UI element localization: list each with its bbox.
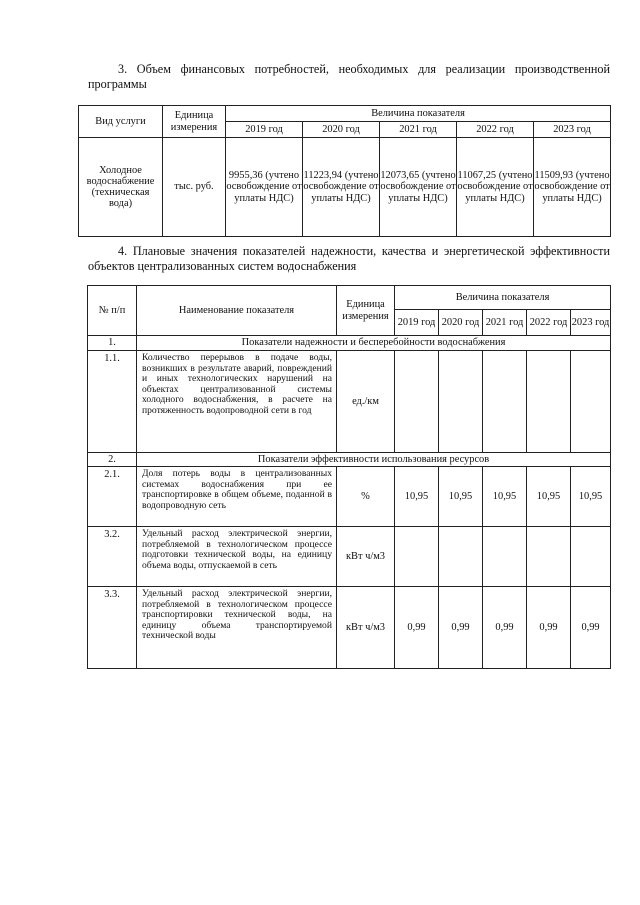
section4-heading: 4. Плановые значения показателей надежности, качества и энергетической эффективности объектов централизованных систем водоснабжения — [88, 244, 610, 273]
row-num: 3.2. — [88, 527, 137, 587]
value-cell — [483, 351, 527, 453]
year-header: 2023 год — [571, 310, 611, 336]
col-unit-header: Единица измерения — [163, 106, 226, 138]
service-cell: Холодное водоснабжение (техническая вода) — [79, 138, 163, 237]
value-cell: 0,99 — [439, 587, 483, 669]
value-cell: 12073,65 (учтено освобождение от уплаты НДС) — [380, 138, 457, 237]
value-cell — [527, 527, 571, 587]
section3-heading: 3. Объем финансовых потребностей, необходимых для реализации производственной программы — [88, 62, 610, 91]
group-num: 2. — [88, 453, 137, 467]
value-cell: 0,99 — [571, 587, 611, 669]
value-cell — [395, 527, 439, 587]
value-cell — [395, 351, 439, 453]
group-title: Показатели надежности и бесперебойности водоснабжения — [137, 336, 611, 351]
value-cell: 11223,94 (учтено освобождение от уплаты НДС) — [303, 138, 380, 237]
value-cell: 10,95 — [527, 467, 571, 527]
value-cell: 10,95 — [395, 467, 439, 527]
value-cell — [439, 351, 483, 453]
row-num: 3.3. — [88, 587, 137, 669]
group-num: 1. — [88, 336, 137, 351]
unit-cell: кВт ч/м3 — [337, 587, 395, 669]
year-header: 2019 год — [395, 310, 439, 336]
group-title: Показатели эффективности использования ресурсов — [137, 453, 611, 467]
indicator-name: Доля потерь воды в централизованных системах водоснабжения при ее транспортировке в общем объеме, поданной в водопроводную сеть — [137, 467, 337, 527]
col-value-header: Величина показателя — [395, 286, 611, 310]
year-header: 2019 год — [226, 122, 303, 138]
year-header: 2020 год — [303, 122, 380, 138]
year-header: 2022 год — [457, 122, 534, 138]
unit-cell: кВт ч/м3 — [337, 527, 395, 587]
value-cell — [527, 351, 571, 453]
col-num-header: № п/п — [88, 286, 137, 336]
value-cell — [483, 527, 527, 587]
indicator-name: Удельный расход электрической энергии, потребляемой в технологическом процессе транспортировки технической воды, на единицу объема транспортируемой технической воды — [137, 587, 337, 669]
row-num: 2.1. — [88, 467, 137, 527]
value-cell: 0,99 — [527, 587, 571, 669]
value-cell: 0,99 — [483, 587, 527, 669]
financial-needs-table — [78, 105, 611, 237]
value-cell — [439, 527, 483, 587]
unit-cell: ед./км — [337, 351, 395, 453]
col-unit-header: Единица измерения — [337, 286, 395, 336]
col-value-header: Величина показателя — [226, 106, 611, 122]
col-service-header: Вид услуги — [79, 106, 163, 138]
year-header: 2023 год — [534, 122, 611, 138]
indicator-name: Количество перерывов в подаче воды, возникших в результате аварий, повреждений и иных технологических нарушений на объектах централизованной системы холодного водоснабжения, в расчете на протяженность водопроводной сети в год — [137, 351, 337, 453]
year-header: 2022 год — [527, 310, 571, 336]
value-cell: 10,95 — [571, 467, 611, 527]
row-num: 1.1. — [88, 351, 137, 453]
unit-cell: % — [337, 467, 395, 527]
indicators-table — [87, 285, 611, 669]
value-cell — [571, 527, 611, 587]
value-cell: 11067,25 (учтено освобождение от уплаты НДС) — [457, 138, 534, 237]
value-cell: 11509,93 (учтено освобождение от уплаты НДС) — [534, 138, 611, 237]
year-header: 2021 год — [380, 122, 457, 138]
year-header: 2020 год — [439, 310, 483, 336]
value-cell: 10,95 — [439, 467, 483, 527]
col-name-header: Наименование показателя — [137, 286, 337, 336]
unit-cell: тыс. руб. — [163, 138, 226, 237]
value-cell: 0,99 — [395, 587, 439, 669]
value-cell — [571, 351, 611, 453]
value-cell: 9955,36 (учтено освобождение от уплаты НДС) — [226, 138, 303, 237]
year-header: 2021 год — [483, 310, 527, 336]
indicator-name: Удельный расход электрической энергии, потребляемой в технологическом процессе подготовки технической воды, на единицу объема воды, отпускаемой в сеть — [137, 527, 337, 587]
value-cell: 10,95 — [483, 467, 527, 527]
